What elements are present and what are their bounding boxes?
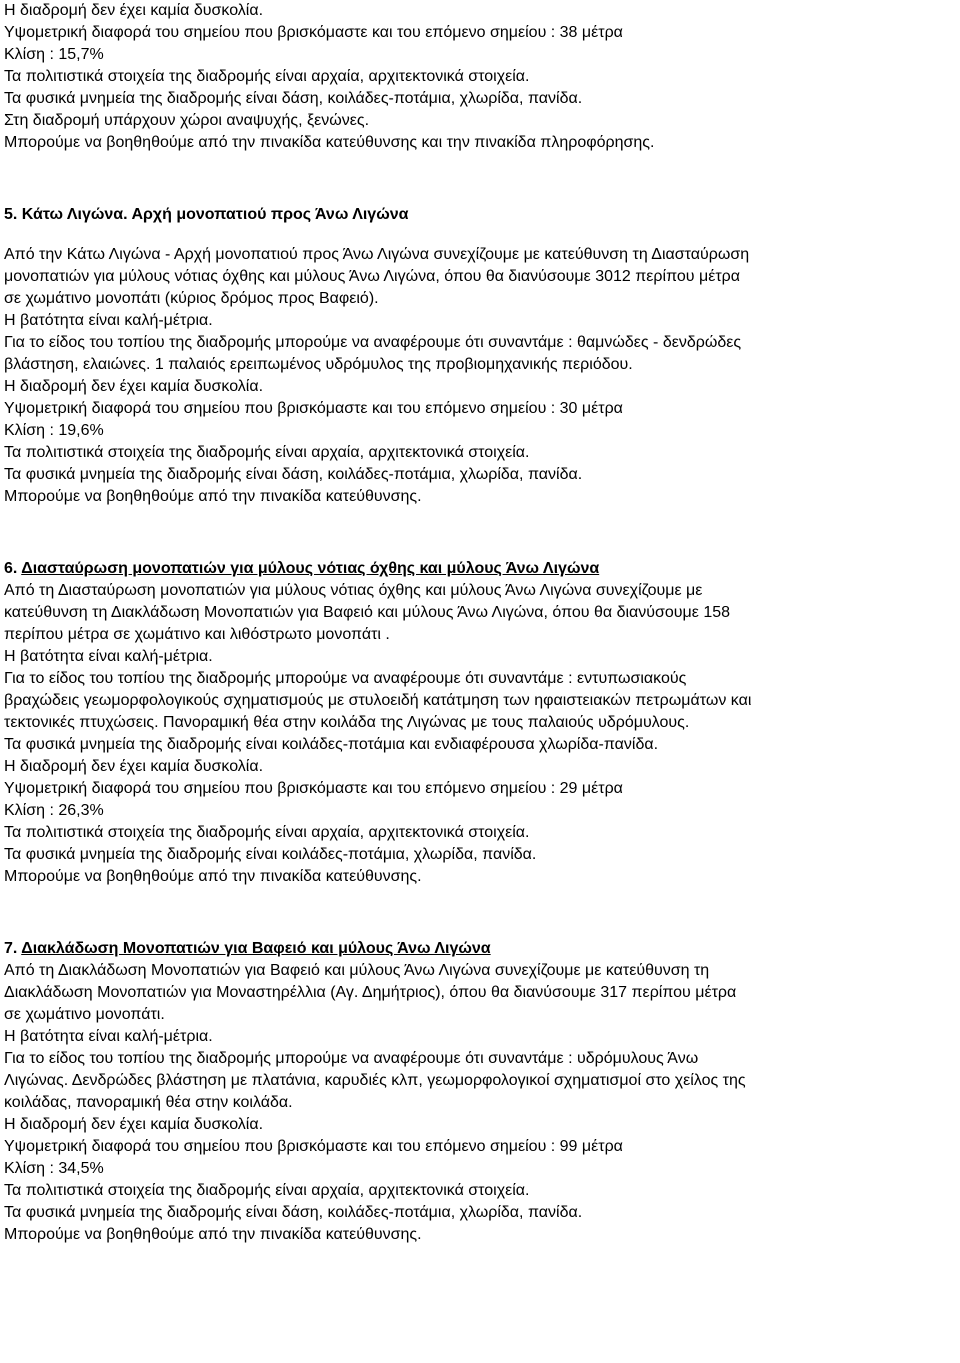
section-5-heading: 5. Κάτω Λιγώνα. Αρχή μονοπατιού προς Άνω Λιγώνα [4,206,409,223]
section-5-line: Τα πολιτιστικά στοιχεία της διαδρομής είναι αρχαία, αρχιτεκτονικά στοιχεία. [4,444,530,461]
section-6-heading [4,558,956,580]
intro-block [4,0,956,154]
section-7-heading [4,938,956,960]
section-6-line: Η διαδρομή δεν έχει καμία δυσκολία. [4,758,264,775]
section-6-line: Τα φυσικά μνημεία της διαδρομής είναι κοιλάδες-ποτάμια και ενδιαφέρουσα χλωρίδα-πανίδα. [4,736,659,753]
section-6-difficulty: Η βατότητα είναι καλή-μέτρια. [4,648,213,665]
section-6-para1-line: κατεύθυνση τη Διακλάδωση Μονοπατιών για Βαφειό και μύλους Άνω Λιγώνα, όπου θα διανύσουμε 158 [4,604,731,621]
section-7-para1-line: Διακλάδωση Μονοπατιών για Μοναστηρέλλια (Αγ. Δημήτριος), όπου θα διανύσουμε 317 περίπου μέτρα [4,984,737,1001]
section-5-difficulty: Η βατότητα είναι καλή-μέτρια. [4,312,213,329]
intro-line: Στη διαδρομή υπάρχουν χώροι αναψυχής, ξενώνες. [4,112,370,129]
section-6-title: Διασταύρωση μονοπατιών για μύλους νότιας όχθης και μύλους Άνω Λιγώνα [21,560,600,577]
section-7 [4,938,956,1246]
section-6-number: 6. [4,560,18,577]
section-7-para1-line: Από τη Διακλάδωση Μονοπατιών για Βαφειό και μύλους Άνω Λιγώνα συνεχίζουμε με κατεύθυνση τη [4,962,710,979]
section-7-line: Κλίση : 34,5% [4,1160,104,1177]
section-5-para2-line: βλάστηση, ελαιώνες. 1 παλαιός ερειπωμένος υδρόμυλος της προβιομηχανικής περιόδου. [4,356,633,373]
section-7-difficulty: Η βατότητα είναι καλή-μέτρια. [4,1028,213,1045]
section-6-para2-line: βραχώδεις γεωμορφολογικούς σχηματισμούς με στυλοειδή κατάτμηση των ηφαιστειακών πετρωμάτων και [4,692,752,709]
section-5-line: Υψομετρική διαφορά του σημείου που βρισκόμαστε και του επόμενο σημείου : 30 μέτρα [4,400,623,417]
section-5-line: Τα φυσικά μνημεία της διαδρομής είναι δάση, κοιλάδες-ποτάμια, χλωρίδα, πανίδα. [4,466,583,483]
section-5-para2-line: Για το είδος του τοπίου της διαδρομής μπορούμε να αναφέρουμε ότι συναντάμε : θαμνώδες - δενδρώδες [4,334,742,351]
section-5-para1-line: Από την Κάτω Λιγώνα - Αρχή μονοπατιού προς Άνω Λιγώνα συνεχίζουμε με κατεύθυνση τη Διασταύρωση [4,246,750,263]
heading-gap [4,226,956,244]
section-6-line: Τα φυσικά μνημεία της διαδρομής είναι κοιλάδες-ποτάμια, χλωρίδα, πανίδα. [4,846,537,863]
section-6-para1-line: περίπου μέτρα σε χωμάτινο και λιθόστρωτο μονοπάτι . [4,626,390,643]
section-6-para1-line: Από τη Διασταύρωση μονοπατιών για μύλους νότιας όχθης και μύλους Άνω Λιγώνα συνεχίζουμε με [4,582,703,599]
intro-line: Υψομετρική διαφορά του σημείου που βρισκόμαστε και του επόμενο σημείου : 38 μέτρα [4,24,623,41]
section-5-para1-line: σε χωμάτινο μονοπάτι (κύριος δρόμος προς Βαφειό). [4,290,379,307]
section-7-para2-line: Λιγώνας. Δενδρώδες βλάστηση με πλατάνια, καρυδιές κλπ, γεωμορφολογικοί σχηματισμοί στο χείλος της [4,1072,746,1089]
section-5-line: Κλίση : 19,6% [4,422,104,439]
section-6-line: Τα πολιτιστικά στοιχεία της διαδρομής είναι αρχαία, αρχιτεκτονικά στοιχεία. [4,824,530,841]
section-7-line: Τα φυσικά μνημεία της διαδρομής είναι δάση, κοιλάδες-ποτάμια, χλωρίδα, πανίδα. [4,1204,583,1221]
section-6 [4,558,956,888]
section-gap [4,888,956,938]
section-7-line: Μπορούμε να βοηθηθούμε από την πινακίδα κατεύθυνσης. [4,1226,422,1243]
section-gap [4,154,956,204]
section-6-line: Κλίση : 26,3% [4,802,104,819]
section-7-number: 7. [4,940,18,957]
section-6-para2-line: Για το είδος του τοπίου της διαδρομής μπορούμε να αναφέρουμε ότι συναντάμε : εντυπωσιακούς [4,670,687,687]
section-6-para2-line: τεκτονικές πτυχώσεις. Πανοραμική θέα στην κοιλάδα της Λιγώνας με τους παλαιούς υδρόμυλους. [4,714,690,731]
section-5-para1-line: μονοπατιών για μύλους νότιας όχθης και μύλους Άνω Λιγώνα, όπου θα διανύσουμε 3012 περίπου μέτρα [4,268,740,285]
section-gap [4,508,956,558]
section-5-line: Η διαδρομή δεν έχει καμία δυσκολία. [4,378,264,395]
section-7-line: Η διαδρομή δεν έχει καμία δυσκολία. [4,1116,264,1133]
section-5 [4,204,956,508]
section-6-line: Μπορούμε να βοηθηθούμε από την πινακίδα κατεύθυνσης. [4,868,422,885]
section-7-para2-line: κοιλάδας, πανοραμική θέα στην κοιλάδα. [4,1094,293,1111]
intro-line: Τα πολιτιστικά στοιχεία της διαδρομής είναι αρχαία, αρχιτεκτονικά στοιχεία. [4,68,530,85]
section-7-para2-line: Για το είδος του τοπίου της διαδρομής μπορούμε να αναφέρουμε ότι συναντάμε : υδρόμυλους Άνω [4,1050,699,1067]
intro-line: Η διαδρομή δεν έχει καμία δυσκολία. [4,2,264,19]
intro-line: Τα φυσικά μνημεία της διαδρομής είναι δάση, κοιλάδες-ποτάμια, χλωρίδα, πανίδα. [4,90,583,107]
section-7-para1-line: σε χωμάτινο μονοπάτι. [4,1006,165,1023]
intro-line: Κλίση : 15,7% [4,46,104,63]
section-5-line: Μπορούμε να βοηθηθούμε από την πινακίδα κατεύθυνσης. [4,488,422,505]
section-7-title: Διακλάδωση Μονοπατιών για Βαφειό και μύλους Άνω Λιγώνα [21,940,491,957]
intro-line: Μπορούμε να βοηθηθούμε από την πινακίδα κατεύθυνσης και την πινακίδα πληροφόρησης. [4,134,655,151]
section-6-line: Υψομετρική διαφορά του σημείου που βρισκόμαστε και του επόμενο σημείου : 29 μέτρα [4,780,623,797]
section-7-line: Υψομετρική διαφορά του σημείου που βρισκόμαστε και του επόμενο σημείου : 99 μέτρα [4,1138,623,1155]
section-7-line: Τα πολιτιστικά στοιχεία της διαδρομής είναι αρχαία, αρχιτεκτονικά στοιχεία. [4,1182,530,1199]
